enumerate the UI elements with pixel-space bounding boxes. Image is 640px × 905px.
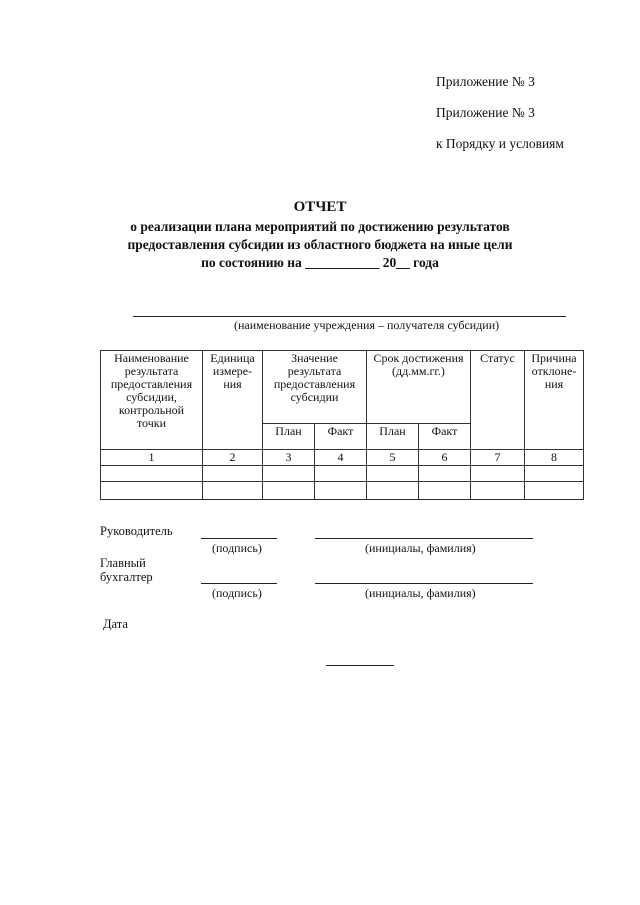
table-cell bbox=[315, 482, 367, 500]
table-cell bbox=[315, 466, 367, 482]
subheader-value-plan: План bbox=[263, 424, 315, 450]
header-result-name: Наименование результата предоставления субсидии, контрольной точки bbox=[101, 351, 203, 450]
table-cell bbox=[203, 466, 263, 482]
table-cell bbox=[263, 482, 315, 500]
head-label: Руководитель bbox=[100, 524, 173, 538]
appendix-line-2: Приложение № 3 bbox=[436, 105, 535, 120]
report-heading: ОТЧЕТ bbox=[293, 199, 347, 215]
header-value: Значение результата предоставления субсидии bbox=[263, 351, 367, 424]
table-cell bbox=[525, 482, 584, 500]
accountant-signature-line bbox=[201, 583, 277, 584]
column-number: 8 bbox=[525, 450, 584, 466]
appendix-line-3: к Порядку и условиям bbox=[436, 136, 564, 151]
accountant-label-line-2: бухгалтер bbox=[100, 570, 153, 584]
table-cell bbox=[367, 466, 419, 482]
column-number: 1 bbox=[101, 450, 203, 466]
institution-line bbox=[133, 316, 566, 317]
table-cell bbox=[203, 482, 263, 500]
head-name-line bbox=[315, 538, 533, 539]
table-cell bbox=[471, 482, 525, 500]
column-number: 3 bbox=[263, 450, 315, 466]
table-cell bbox=[525, 466, 584, 482]
table-row bbox=[101, 466, 584, 482]
table-cell bbox=[471, 466, 525, 482]
column-number: 4 bbox=[315, 450, 367, 466]
column-number: 2 bbox=[203, 450, 263, 466]
table-cell bbox=[101, 466, 203, 482]
table-cell bbox=[367, 482, 419, 500]
report-title-line-2: предоставления субсидии из областного бюджета на иные цели bbox=[127, 237, 513, 252]
accountant-signature-caption: (подпись) bbox=[212, 586, 262, 600]
header-term: Срок достижения (дд.мм.гг.) bbox=[367, 351, 471, 424]
head-name-caption: (инициалы, фамилия) bbox=[365, 541, 476, 555]
column-number: 7 bbox=[471, 450, 525, 466]
header-unit: Единица измере-ния bbox=[203, 351, 263, 450]
header-status: Статус bbox=[471, 351, 525, 450]
table-cell bbox=[419, 482, 471, 500]
column-number: 6 bbox=[419, 450, 471, 466]
head-signature-caption: (подпись) bbox=[212, 541, 262, 555]
closing-rule bbox=[326, 665, 394, 666]
table-row bbox=[101, 482, 584, 500]
report-title-line-3: по состоянию на ___________ 20__ года bbox=[201, 255, 439, 270]
accountant-name-caption: (инициалы, фамилия) bbox=[365, 586, 476, 600]
subheader-term-plan: План bbox=[367, 424, 419, 450]
column-number: 5 bbox=[367, 450, 419, 466]
table-cell bbox=[101, 482, 203, 500]
report-title-line-1: о реализации плана мероприятий по достижению результатов bbox=[130, 219, 510, 234]
head-signature-line bbox=[201, 538, 277, 539]
institution-caption: (наименование учреждения – получателя субсидии) bbox=[234, 318, 500, 332]
date-label: Дата bbox=[103, 617, 128, 631]
accountant-label-line-1: Главный bbox=[100, 556, 146, 570]
report-table bbox=[100, 350, 584, 500]
table-cell bbox=[419, 466, 471, 482]
subheader-term-fact: Факт bbox=[419, 424, 471, 450]
subheader-value-fact: Факт bbox=[315, 424, 367, 450]
appendix-line-1: Приложение № 3 bbox=[436, 74, 535, 89]
header-reason: Причина отклоне-ния bbox=[525, 351, 584, 450]
accountant-name-line bbox=[315, 583, 533, 584]
table-cell bbox=[263, 466, 315, 482]
